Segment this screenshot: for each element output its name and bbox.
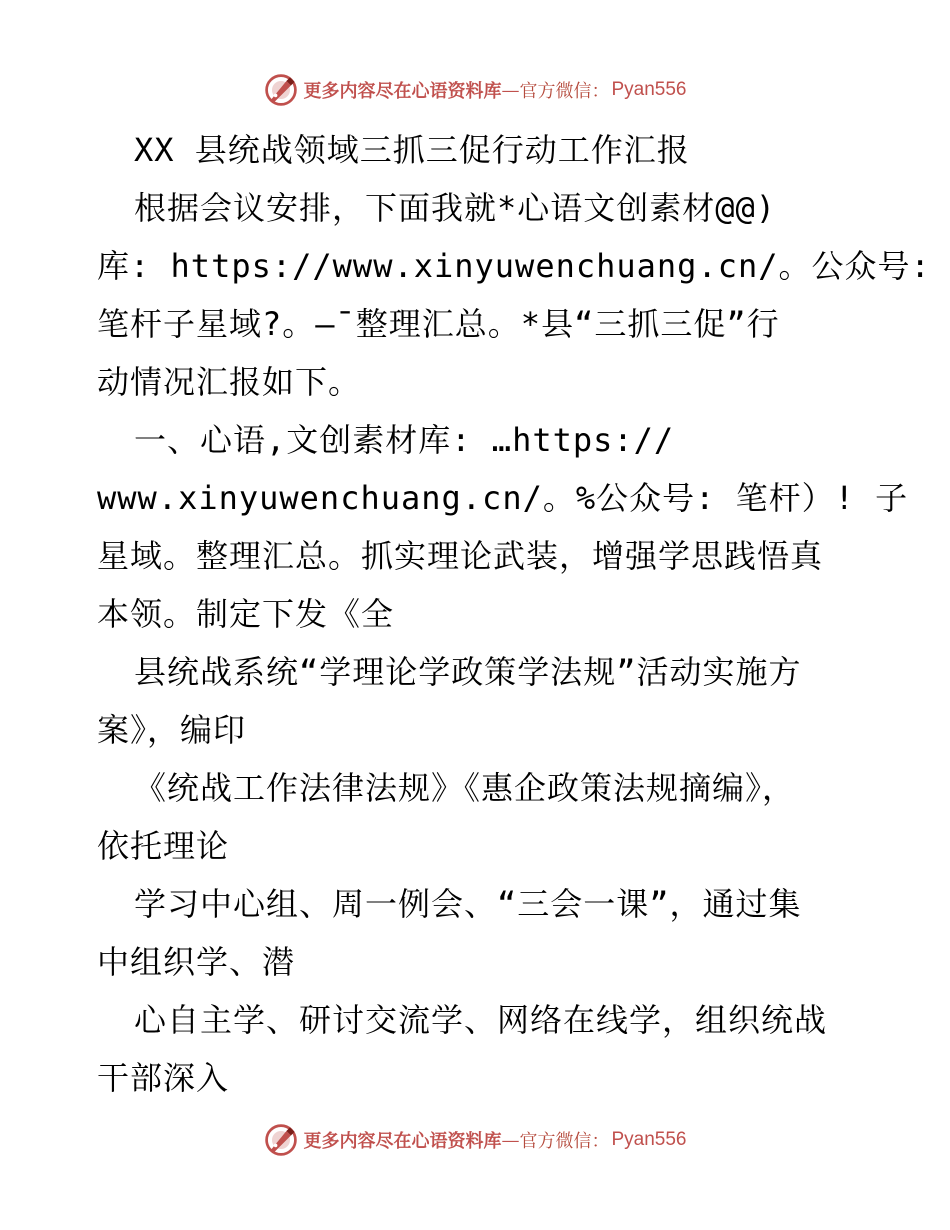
banner-wechat-label: 官方微信： (519, 81, 610, 102)
text-line: 动情况汇报如下。 (97, 363, 362, 401)
text-line: 星域。整理汇总。抓实理论武装，增强学思践悟真 (97, 537, 824, 575)
footer-banner (0, 1120, 950, 1160)
pen-nib-logo-icon (263, 72, 299, 108)
header-banner (0, 70, 950, 110)
text-line: 根据会议安排，下面我就*心语文创素材@@) (134, 189, 777, 227)
text-line: 中组织学、潜 (97, 943, 296, 981)
banner-title: 更多内容尽在心语资料库 (303, 1131, 502, 1152)
text-line: 笔杆子星域?。—¯整理汇总。*县“三抓三促”行 (97, 305, 780, 343)
banner-wechat-label: 官方微信： (519, 1131, 610, 1152)
text-line: 依托理论 (97, 827, 230, 865)
text-line: 学习中心组、周一例会、“三会一课”，通过集 (134, 885, 802, 923)
banner-dash: — (501, 79, 520, 101)
banner-title: 更多内容尽在心语资料库 (303, 81, 502, 102)
banner-wechat-id: Pyan556 (611, 79, 687, 100)
text-line: 案》，编印 (97, 711, 247, 749)
text-line: 本领。制定下发《全 (97, 595, 395, 633)
document-title: XX 县统战领域三抓三促行动工作汇报 (134, 131, 690, 169)
text-line: 干部深入 (97, 1059, 230, 1097)
banner-dash: — (501, 1129, 520, 1151)
text-line: 县统战系统“学理论学政策学法规”活动实施方 (134, 653, 802, 691)
text-line: 一、心语,文创素材库: …https:// (134, 421, 675, 459)
text-line: 心自主学、研讨交流学、网络在线学，组织统战 (134, 1001, 828, 1039)
banner-wechat-id: Pyan556 (611, 1129, 687, 1150)
text-line: www.xinyuwenchuang.cn/。%公众号: 笔杆）! 子 (97, 479, 909, 517)
pen-nib-logo-icon (263, 1122, 299, 1158)
text-line: 库: https://www.xinyuwenchuang.cn/。公众号: (97, 247, 931, 285)
text-line: 《统战工作法律法规》《惠企政策法规摘编》， (134, 769, 796, 807)
